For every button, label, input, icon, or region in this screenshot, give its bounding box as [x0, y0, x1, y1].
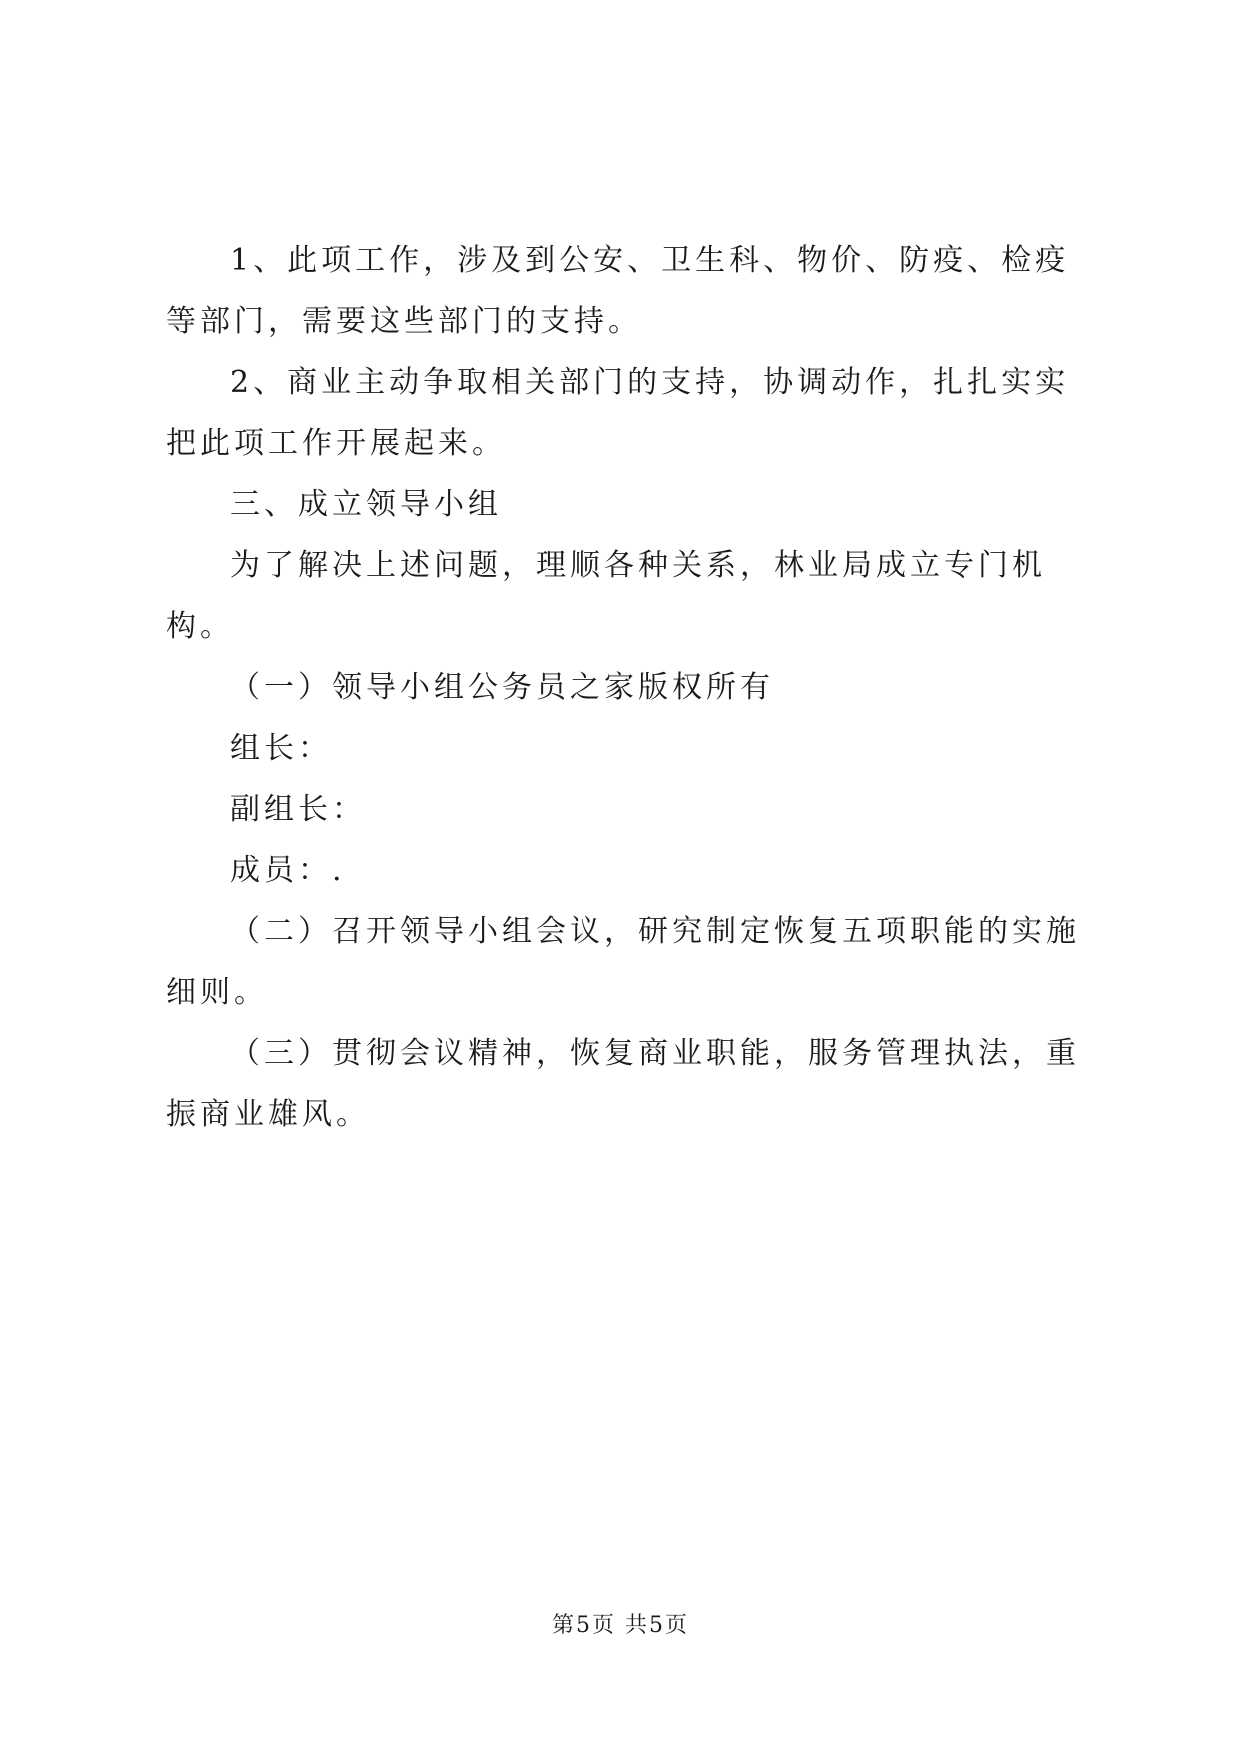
paragraph-intro: 为了解决上述问题，理顺各种关系，林业局成立专门机构。: [166, 548, 1046, 644]
leader-label: 组长：: [230, 731, 332, 766]
subsection-item-3: （三）贯彻会议精神，恢复商业职能，服务管理执法，重振商业雄风。: [166, 1036, 1080, 1132]
subsection-heading-1: （一）领导小组公务员之家版权所有: [230, 670, 774, 705]
page-footer: 第5页 共5页: [552, 1613, 689, 1638]
paragraph-item-2: 2、商业主动争取相关部门的支持，协调动作，扎扎实实把此项工作开展起来。: [166, 365, 1070, 461]
subsection-item-2: （二）召开领导小组会议，研究制定恢复五项职能的实施细则。: [166, 914, 1080, 1010]
paragraph-item-1: 1、此项工作，涉及到公安、卫生科、物价、防疫、检疫等部门，需要这些部门的支持。: [166, 243, 1070, 339]
section-heading: 三、成立领导小组: [230, 487, 502, 522]
members-label: 成员：.: [230, 853, 346, 888]
document-body: [166, 230, 1086, 1145]
deputy-leader-label: 副组长：: [230, 792, 366, 827]
